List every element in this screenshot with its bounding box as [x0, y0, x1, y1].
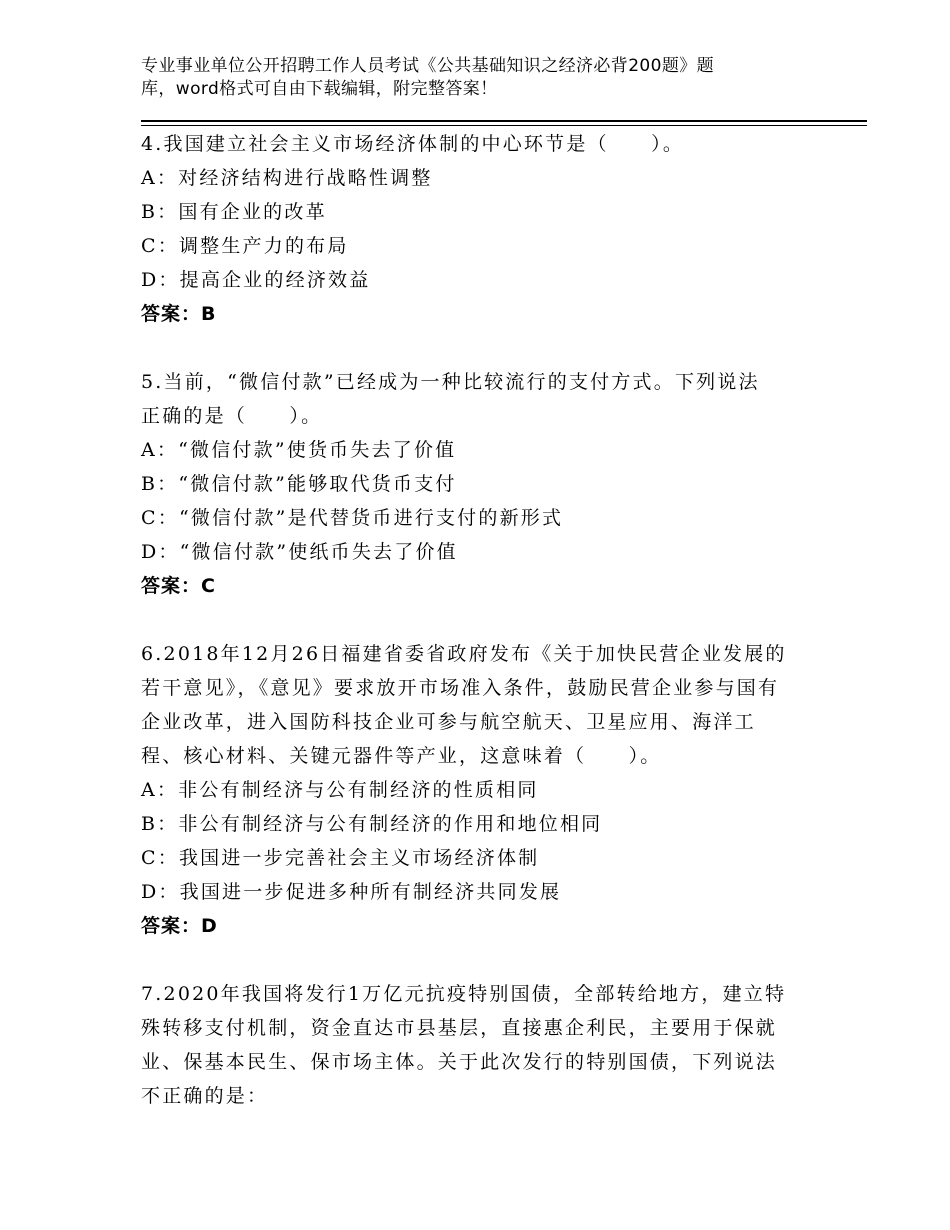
question-stem-line: 正确的是（ ）。 [141, 405, 323, 427]
option-c: C：调整生产力的布局 [141, 235, 349, 257]
option-a: A：非公有制经济与公有制经济的性质相同 [141, 779, 539, 801]
option-c: C：我国进一步完善社会主义市场经济体制 [141, 847, 540, 869]
option-a: A：对经济结构进行战略性调整 [141, 167, 433, 189]
option-d: D：“微信付款”使纸币失去了价值 [141, 541, 458, 563]
answer-label: 答案：D [141, 915, 218, 937]
question-stem-line: 4.我国建立社会主义市场经济体制的中心环节是（ ）。 [141, 133, 685, 155]
option-b: B：国有企业的改革 [141, 201, 327, 223]
document-header [141, 55, 781, 101]
question-stem-line: 6.2018年12月26日福建省委省政府发布《关于加快民营企业发展的 [141, 643, 787, 665]
header-divider-thick [141, 120, 867, 122]
question-stem-line: 不正确的是： [141, 1085, 269, 1107]
question-stem-line: 殊转移支付机制，资金直达市县基层，直接惠企利民，主要用于保就 [141, 1017, 778, 1039]
question-list [141, 127, 821, 1113]
option-c: C：“微信付款”是代替货币进行支付的新形式 [141, 507, 564, 529]
question-4 [141, 127, 821, 331]
header-title-line-1: 专业事业单位公开招聘工作人员考试《公共基础知识之经济必背200题》题 [141, 56, 715, 76]
question-7 [141, 977, 821, 1113]
option-d: D：提高企业的经济效益 [141, 269, 371, 291]
option-b: B：非公有制经济与公有制经济的作用和地位相同 [141, 813, 603, 835]
answer-label: 答案：B [141, 303, 217, 325]
option-a: A：“微信付款”使货币失去了价值 [141, 439, 457, 461]
question-stem-line: 7.2020年我国将发行1万亿元抗疫特别国债，全部转给地方，建立特 [141, 983, 787, 1005]
question-stem-line: 企业改革，进入国防科技企业可参与航空航天、卫星应用、海洋工 [141, 711, 756, 733]
header-divider-thin [141, 125, 867, 126]
question-stem-line: 5.当前，“微信付款”已经成为一种比较流行的支付方式。下列说法 [141, 371, 760, 393]
option-d: D：我国进一步促进多种所有制经济共同发展 [141, 881, 562, 903]
question-5 [141, 365, 821, 603]
answer-label: 答案：C [141, 575, 216, 597]
question-stem-line: 若干意见》，《意见》要求放开市场准入条件，鼓励民营企业参与国有 [141, 677, 780, 699]
question-stem-line: 程、核心材料、关键元器件等产业，这意味着（ ）。 [141, 745, 662, 767]
question-6 [141, 637, 821, 943]
question-stem-line: 业、保基本民生、保市场主体。关于此次发行的特别国债，下列说法 [141, 1051, 778, 1073]
header-title-line-2: 库，word格式可自由下载编辑，附完整答案！ [141, 79, 498, 99]
option-b: B：“微信付款”能够取代货币支付 [141, 473, 457, 495]
